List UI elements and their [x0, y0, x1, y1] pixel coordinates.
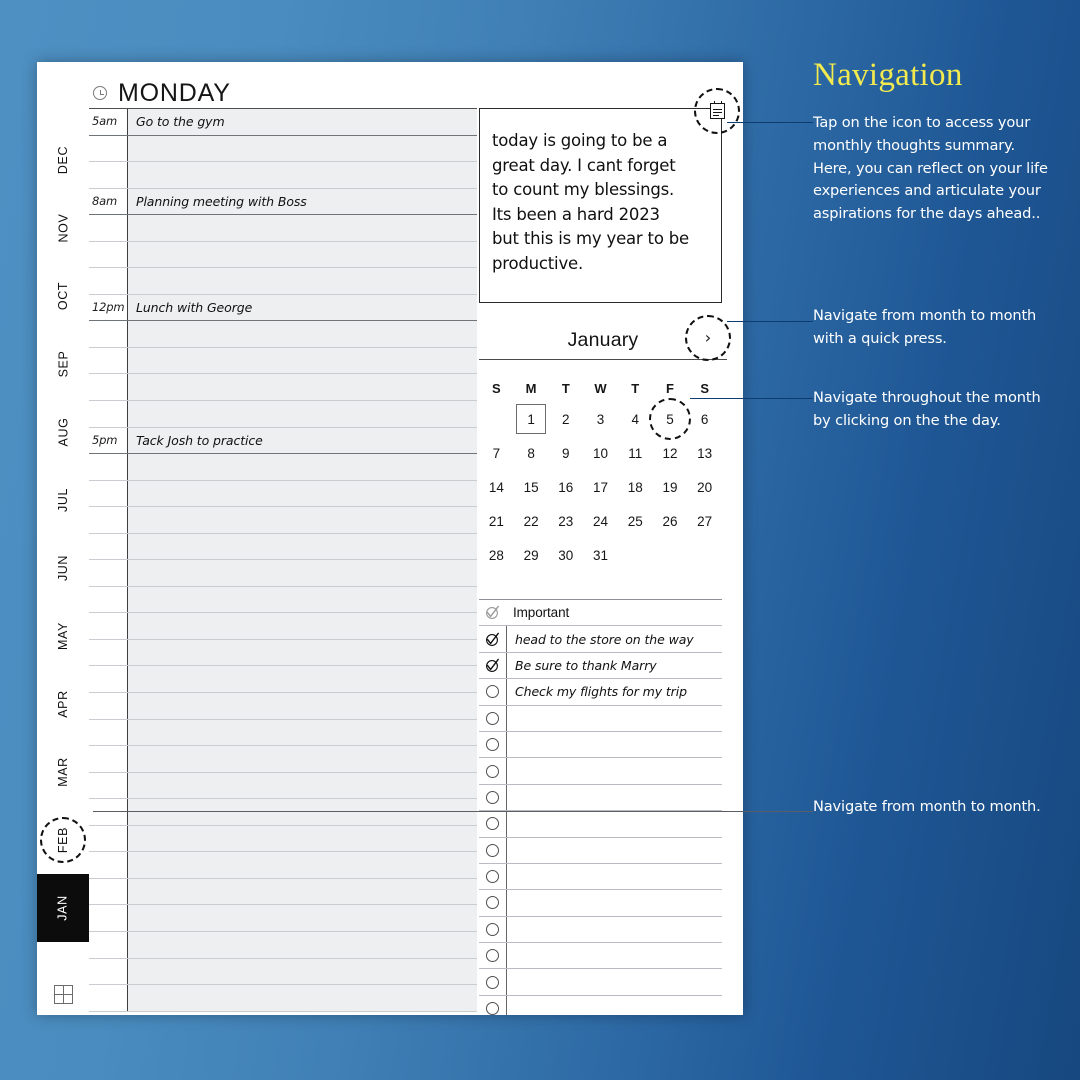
- schedule-row[interactable]: [89, 985, 477, 1012]
- task-row[interactable]: [479, 890, 722, 916]
- schedule-timeline: [89, 108, 477, 1012]
- annotations-title: Navigation: [813, 57, 963, 93]
- schedule-time-label: [89, 374, 127, 400]
- schedule-row[interactable]: [89, 852, 477, 879]
- calendar-day-number: 29: [523, 547, 539, 563]
- task-text[interactable]: [506, 996, 722, 1015]
- schedule-row[interactable]: [89, 932, 477, 959]
- calendar-day-number: 4: [631, 411, 639, 427]
- schedule-row[interactable]: [89, 321, 477, 348]
- task-text[interactable]: [506, 838, 722, 863]
- task-list-title: Important: [513, 605, 570, 621]
- calendar-day-number: 6: [700, 411, 709, 427]
- schedule-row[interactable]: [89, 826, 477, 853]
- schedule-row[interactable]: [89, 613, 477, 640]
- schedule-event-text[interactable]: Go to the gym: [127, 109, 477, 135]
- calendar-day-number: 12: [662, 445, 678, 461]
- schedule-row[interactable]: [89, 693, 477, 720]
- calendar-day-number: 3: [596, 411, 605, 427]
- schedule-row[interactable]: [89, 428, 477, 455]
- schedule-event-text[interactable]: [127, 560, 477, 586]
- schedule-row[interactable]: [89, 242, 477, 269]
- task-text[interactable]: [506, 706, 722, 731]
- task-text[interactable]: [506, 890, 722, 915]
- month-rail-item-mar[interactable]: [37, 738, 89, 806]
- calendar-day-number: 25: [627, 513, 643, 529]
- calendar-day-number: 10: [593, 445, 609, 461]
- task-row[interactable]: [479, 706, 722, 732]
- month-rail-label: SEP: [56, 350, 70, 378]
- task-text[interactable]: [506, 758, 722, 783]
- calendar-day-1[interactable]: [514, 402, 549, 436]
- calendar-day-number: 17: [593, 479, 609, 495]
- schedule-event-text[interactable]: [127, 693, 477, 719]
- calendar-day-25[interactable]: [618, 504, 653, 538]
- task-checkbox-empty[interactable]: [479, 758, 506, 783]
- task-checkbox-empty[interactable]: [479, 838, 506, 863]
- calendar-dow-row: [479, 374, 722, 402]
- calendar-day-number: 28: [488, 547, 504, 563]
- schedule-time-label: 5am: [89, 109, 127, 135]
- note-line: today is going to be a: [492, 131, 668, 150]
- task-row[interactable]: [479, 838, 722, 864]
- schedule-row[interactable]: [89, 481, 477, 508]
- circle-icon: [486, 923, 499, 936]
- task-row[interactable]: [479, 626, 722, 652]
- grid-view-button[interactable]: [37, 970, 89, 1015]
- task-text[interactable]: head to the store on the way: [506, 626, 722, 651]
- task-row[interactable]: [479, 969, 722, 995]
- month-rail-label: MAY: [56, 622, 70, 650]
- calendar-day-23[interactable]: [548, 504, 583, 538]
- schedule-event-text[interactable]: [127, 640, 477, 666]
- calendar-day-6[interactable]: [687, 402, 722, 436]
- circle-icon: [486, 844, 499, 857]
- calendar-day-28[interactable]: [479, 538, 514, 572]
- schedule-time-label: [89, 720, 127, 746]
- task-text[interactable]: [506, 917, 722, 942]
- task-text[interactable]: Check my flights for my trip: [506, 679, 722, 704]
- schedule-row[interactable]: [89, 799, 477, 826]
- calendar-day-29[interactable]: [514, 538, 549, 572]
- calendar-dow-label: F: [665, 380, 674, 396]
- schedule-event-text[interactable]: [127, 905, 477, 931]
- month-rail-label: APR: [55, 690, 70, 718]
- annotation-panel: [813, 0, 1063, 1080]
- schedule-event-text[interactable]: [127, 587, 477, 613]
- schedule-event-text[interactable]: Lunch with George: [127, 295, 477, 321]
- schedule-event-text[interactable]: Planning meeting with Boss: [127, 189, 477, 215]
- task-row[interactable]: [479, 679, 722, 705]
- month-rail-label: DEC: [55, 145, 70, 175]
- checkmark-icon: [485, 658, 500, 673]
- calendar-day-17[interactable]: [583, 470, 618, 504]
- calendar-dow-label: W: [594, 380, 607, 396]
- schedule-time-label: 5pm: [89, 428, 127, 454]
- calendar-dow-label: M: [525, 380, 537, 396]
- month-rail-item-dec[interactable]: [37, 126, 89, 194]
- schedule-event-text[interactable]: [127, 507, 477, 533]
- task-text[interactable]: [506, 864, 722, 889]
- schedule-row[interactable]: [89, 189, 477, 216]
- task-checkbox-empty[interactable]: [479, 732, 506, 757]
- schedule-time-label: [89, 348, 127, 374]
- next-month-highlight-ring: [685, 315, 731, 361]
- schedule-time-label: [89, 640, 127, 666]
- month-rail-item-jul[interactable]: [37, 466, 89, 534]
- calendar-day-4[interactable]: [618, 402, 653, 436]
- calendar-day-24[interactable]: [583, 504, 618, 538]
- schedule-event-text[interactable]: [127, 534, 477, 560]
- calendar-day-number: 8: [527, 445, 535, 461]
- task-row[interactable]: [479, 785, 722, 811]
- circle-icon: [486, 791, 499, 804]
- task-text[interactable]: [506, 811, 722, 836]
- note-icon-highlight-ring: [694, 88, 740, 134]
- schedule-row[interactable]: [89, 109, 477, 136]
- schedule-row[interactable]: [89, 560, 477, 587]
- month-rail: [37, 62, 89, 1015]
- schedule-event-text[interactable]: [127, 959, 477, 985]
- monthly-thoughts-note-card[interactable]: [479, 108, 722, 303]
- schedule-row[interactable]: [89, 720, 477, 747]
- schedule-time-label: 8am: [89, 189, 127, 215]
- calendar-day-5[interactable]: [653, 402, 688, 436]
- schedule-time-label: [89, 613, 127, 639]
- task-text[interactable]: [506, 732, 722, 757]
- month-highlight-ring: [40, 817, 86, 863]
- schedule-time-label: [89, 959, 127, 985]
- clock-icon: [93, 86, 107, 100]
- schedule-row[interactable]: [89, 534, 477, 561]
- schedule-event-text[interactable]: [127, 746, 477, 772]
- calendar-day-21[interactable]: [479, 504, 514, 538]
- schedule-time-label: [89, 401, 127, 427]
- note-line: Its been a hard 2023: [492, 204, 660, 224]
- schedule-time-label: [89, 242, 127, 268]
- task-checkbox-empty[interactable]: [479, 917, 506, 942]
- calendar-day-number: 7: [492, 445, 501, 461]
- schedule-event-text[interactable]: [127, 720, 477, 746]
- calendar-day-number: 30: [558, 547, 574, 563]
- month-rail-label: JUN: [55, 554, 70, 582]
- schedule-time-label: [89, 560, 127, 586]
- schedule-row[interactable]: [89, 507, 477, 534]
- task-checkbox-empty[interactable]: [479, 969, 506, 994]
- task-row[interactable]: [479, 943, 722, 969]
- note-line: productive.: [492, 253, 584, 273]
- task-checkbox-empty[interactable]: [479, 996, 506, 1015]
- calendar-day-15[interactable]: [514, 470, 549, 504]
- schedule-row[interactable]: [89, 295, 477, 322]
- schedule-row[interactable]: [89, 640, 477, 667]
- task-row[interactable]: [479, 732, 722, 758]
- schedule-time-label: [89, 746, 127, 772]
- task-checkbox-empty[interactable]: [479, 811, 506, 836]
- calendar-week-row: [479, 504, 722, 538]
- calendar-day-number: 13: [697, 445, 713, 461]
- calendar-day-number: 26: [662, 513, 678, 529]
- schedule-time-label: [89, 852, 127, 878]
- month-rail-item-oct[interactable]: [37, 262, 89, 330]
- calendar-day-number: 14: [488, 479, 504, 495]
- calendar-day-number: 1: [516, 404, 546, 434]
- month-calendar: [479, 374, 722, 572]
- day-highlight-ring: [649, 398, 691, 440]
- calendar-day-14[interactable]: [479, 470, 514, 504]
- schedule-time-label: [89, 985, 127, 1011]
- schedule-time-label: [89, 666, 127, 692]
- task-row[interactable]: [479, 864, 722, 890]
- task-list: [479, 599, 722, 1015]
- circle-icon: [486, 685, 499, 698]
- schedule-event-text[interactable]: [127, 481, 477, 507]
- calendar-day-number: 31: [593, 547, 609, 563]
- month-rail-label: NOV: [55, 213, 70, 243]
- calendar-dow-label: S: [700, 380, 709, 396]
- schedule-time-label: 12pm: [89, 295, 127, 321]
- month-rail-item-jun[interactable]: [37, 534, 89, 602]
- schedule-event-text[interactable]: [127, 773, 477, 799]
- schedule-row[interactable]: [89, 773, 477, 800]
- schedule-time-label: [89, 932, 127, 958]
- task-checkbox-checked[interactable]: [479, 653, 506, 678]
- schedule-time-label: [89, 534, 127, 560]
- day-header: [93, 76, 231, 110]
- schedule-time-label: [89, 587, 127, 613]
- schedule-event-text[interactable]: [127, 348, 477, 374]
- calendar-day-number: 22: [523, 513, 539, 529]
- calendar-week-row: [479, 402, 722, 436]
- task-checkbox-empty[interactable]: [479, 943, 506, 968]
- schedule-time-label: [89, 773, 127, 799]
- schedule-event-text[interactable]: [127, 162, 477, 188]
- schedule-event-text[interactable]: [127, 242, 477, 268]
- month-rail-item-feb[interactable]: [37, 806, 89, 874]
- schedule-time-label: [89, 136, 127, 162]
- calendar-day-number: 16: [558, 479, 574, 495]
- schedule-time-label: [89, 162, 127, 188]
- circle-icon: [486, 817, 499, 830]
- schedule-row[interactable]: [89, 268, 477, 295]
- month-rail-label: MAR: [55, 757, 70, 787]
- task-row[interactable]: [479, 917, 722, 943]
- calendar-day-13[interactable]: [687, 436, 722, 470]
- schedule-row[interactable]: [89, 746, 477, 773]
- schedule-event-text[interactable]: [127, 879, 477, 905]
- schedule-time-label: [89, 693, 127, 719]
- task-text[interactable]: Be sure to thank Marry: [506, 653, 722, 678]
- note-line: but this is my year to be: [492, 229, 689, 248]
- schedule-event-text[interactable]: [127, 985, 477, 1011]
- schedule-row[interactable]: [89, 374, 477, 401]
- task-checkbox-checked[interactable]: [479, 626, 506, 651]
- calendar-day-number: 20: [697, 479, 713, 495]
- leader-line-note-icon: [727, 122, 813, 123]
- calendar-day-2[interactable]: [548, 402, 583, 436]
- schedule-row[interactable]: [89, 587, 477, 614]
- schedule-row[interactable]: [89, 959, 477, 986]
- schedule-event-text[interactable]: [127, 321, 477, 347]
- task-row[interactable]: [479, 653, 722, 679]
- checkmark-icon: [485, 632, 500, 647]
- schedule-time-label: [89, 507, 127, 533]
- schedule-row[interactable]: [89, 348, 477, 375]
- schedule-row[interactable]: [89, 401, 477, 428]
- task-row[interactable]: [479, 758, 722, 784]
- month-rail-item-sep[interactable]: [37, 330, 89, 398]
- calendar-day-18[interactable]: [618, 470, 653, 504]
- calendar-day-number: 9: [562, 445, 570, 461]
- note-line: to count my blessings.: [492, 180, 675, 199]
- calendar-dow-label: S: [492, 380, 501, 396]
- task-checkbox-empty[interactable]: [479, 706, 506, 731]
- schedule-time-label: [89, 454, 127, 480]
- calendar-day-12[interactable]: [653, 436, 688, 470]
- schedule-row[interactable]: [89, 666, 477, 693]
- schedule-event-text[interactable]: [127, 932, 477, 958]
- task-row[interactable]: [479, 996, 722, 1015]
- calendar-day-10[interactable]: [583, 436, 618, 470]
- calendar-day-30[interactable]: [548, 538, 583, 572]
- month-rail-label: OCT: [56, 281, 70, 311]
- note-icon[interactable]: [710, 103, 725, 119]
- schedule-time-label: [89, 879, 127, 905]
- annotation-note-day-click: Navigate throughout the month by clicking on the the day.: [813, 389, 1041, 429]
- schedule-event-text[interactable]: [127, 268, 477, 294]
- schedule-row[interactable]: [89, 215, 477, 242]
- calendar-day-31[interactable]: [583, 538, 618, 572]
- month-rail-label: JAN: [55, 895, 70, 921]
- note-line: great day. I cant forget: [492, 155, 676, 175]
- circle-icon: [486, 896, 499, 909]
- leader-line-month-nav: [727, 321, 813, 322]
- annotation-note-thoughts: Tap on the icon to access your monthly thoughts summary. Here, you can reflect on your life experiences and articulate your aspirations for the days ahead..: [813, 114, 1048, 223]
- task-list-header-row: [479, 600, 722, 626]
- schedule-time-label: [89, 268, 127, 294]
- task-checkbox-empty[interactable]: [479, 785, 506, 810]
- circle-icon: [486, 976, 499, 989]
- month-navigator: [479, 321, 727, 360]
- month-rail-item-apr[interactable]: [37, 670, 89, 738]
- calendar-day-20[interactable]: [687, 470, 722, 504]
- grid-icon: [54, 985, 73, 1004]
- task-checkbox-empty[interactable]: [479, 679, 506, 704]
- leader-line-month-rail: [93, 811, 813, 812]
- calendar-day-number: 27: [697, 513, 713, 529]
- circle-icon: [486, 1002, 499, 1015]
- circle-icon: [486, 738, 499, 751]
- calendar-day-number: 5: [666, 411, 674, 427]
- schedule-event-text[interactable]: [127, 852, 477, 878]
- schedule-event-text[interactable]: [127, 374, 477, 400]
- planner-device-screen: [37, 62, 743, 1015]
- schedule-event-text[interactable]: [127, 136, 477, 162]
- calendar-day-number: 19: [662, 479, 678, 495]
- schedule-time-label: [89, 905, 127, 931]
- task-checkbox-empty[interactable]: [479, 890, 506, 915]
- page-title: MONDAY: [118, 78, 231, 107]
- calendar-day-number: 21: [488, 513, 504, 529]
- schedule-row[interactable]: [89, 879, 477, 906]
- task-text[interactable]: [506, 969, 722, 994]
- schedule-event-text[interactable]: [127, 613, 477, 639]
- circle-icon: [486, 712, 499, 725]
- schedule-time-label: [89, 826, 127, 852]
- task-text[interactable]: [506, 785, 722, 810]
- calendar-day-3[interactable]: [583, 402, 618, 436]
- month-rail-label: JUL: [56, 487, 70, 513]
- calendar-day-11[interactable]: [618, 436, 653, 470]
- circle-icon: [486, 949, 499, 962]
- calendar-day-7[interactable]: [479, 436, 514, 470]
- task-text[interactable]: [506, 943, 722, 968]
- schedule-row[interactable]: [89, 454, 477, 481]
- chevron-right-icon[interactable]: ›: [704, 328, 712, 347]
- schedule-row[interactable]: [89, 905, 477, 932]
- month-rail-item-jan[interactable]: [37, 874, 89, 942]
- calendar-week-row: [479, 436, 722, 470]
- schedule-event-text[interactable]: [127, 666, 477, 692]
- task-checkbox-empty[interactable]: [479, 864, 506, 889]
- calendar-day-number: 24: [593, 513, 609, 529]
- calendar-day-27[interactable]: [687, 504, 722, 538]
- calendar-day-22[interactable]: [514, 504, 549, 538]
- check-icon: [479, 600, 506, 625]
- leader-line-day-select: [690, 398, 813, 399]
- calendar-day-26[interactable]: [653, 504, 688, 538]
- schedule-event-text[interactable]: [127, 454, 477, 480]
- calendar-week-row: [479, 470, 722, 504]
- schedule-row[interactable]: [89, 162, 477, 189]
- month-rail-item-may[interactable]: [37, 602, 89, 670]
- month-label: January: [567, 328, 639, 351]
- calendar-day-9[interactable]: [548, 436, 583, 470]
- annotation-note-month-nav: Navigate from month to month with a quick press.: [813, 307, 1037, 347]
- month-rail-item-nov[interactable]: [37, 194, 89, 262]
- annotation-note-month-rail: Navigate from month to month.: [813, 798, 1041, 815]
- task-row[interactable]: [479, 811, 722, 837]
- calendar-day-8[interactable]: [514, 436, 549, 470]
- calendar-day-number: 11: [628, 445, 643, 461]
- calendar-day-number: 2: [562, 411, 570, 427]
- schedule-event-text[interactable]: Tack Josh to practice: [127, 428, 477, 454]
- schedule-time-label: [89, 321, 127, 347]
- right-column: [479, 108, 727, 1015]
- month-rail-label: FEB: [56, 826, 70, 854]
- schedule-time-label: [89, 481, 127, 507]
- calendar-day-16[interactable]: [548, 470, 583, 504]
- calendar-day-number: 18: [627, 479, 643, 495]
- schedule-row[interactable]: [89, 136, 477, 163]
- schedule-event-text[interactable]: [127, 401, 477, 427]
- circle-icon: [486, 765, 499, 778]
- calendar-day-19[interactable]: [653, 470, 688, 504]
- month-rail-label: AUG: [55, 417, 70, 447]
- schedule-event-text[interactable]: [127, 826, 477, 852]
- calendar-dow-label: T: [561, 380, 570, 396]
- circle-icon: [486, 870, 499, 883]
- calendar-day-number: 23: [558, 513, 574, 529]
- calendar-week-row: [479, 538, 722, 572]
- schedule-event-text[interactable]: [127, 215, 477, 241]
- schedule-time-label: [89, 215, 127, 241]
- month-rail-item-aug[interactable]: [37, 398, 89, 466]
- calendar-day-number: 15: [523, 479, 539, 495]
- calendar-dow-label: T: [631, 380, 640, 396]
